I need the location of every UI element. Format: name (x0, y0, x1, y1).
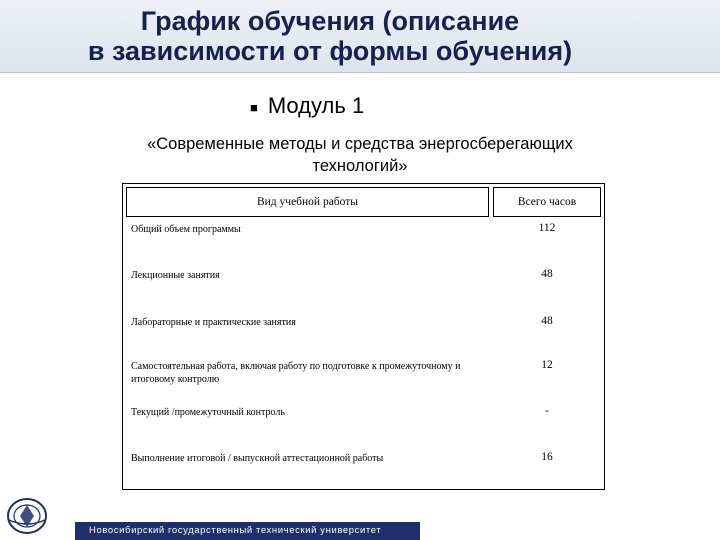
row-value: 16 (541, 451, 553, 463)
slide-title (0, 0, 660, 72)
table-row (123, 315, 604, 359)
table-row (123, 268, 604, 312)
header-total-hours: Всего часов (493, 187, 601, 217)
row-label: Лекционные занятия (131, 270, 220, 281)
table-row (123, 405, 604, 449)
table-row (123, 222, 604, 266)
row-label: Лабораторные и практические занятия (131, 317, 296, 328)
university-emblem-icon (6, 496, 48, 536)
table-row (123, 451, 604, 495)
subtitle-line-2: технологий» (312, 157, 408, 175)
row-value: - (545, 405, 549, 417)
row-value: 12 (541, 359, 553, 371)
header-work-type: Вид учебной работы (126, 187, 489, 217)
module-heading (250, 93, 364, 119)
square-bullet-icon: ■ (250, 99, 258, 115)
module-label: Модуль 1 (267, 93, 365, 118)
slide-title-line-2: в зависимости от формы обучения) (87, 36, 573, 66)
hours-table (122, 183, 605, 490)
row-value: 48 (541, 315, 553, 327)
row-label: Самостоятельная работа, включая работу по подготовке к промежуточному и итоговому контролю (131, 361, 461, 385)
row-label: Текущий /промежуточный контроль (131, 407, 285, 418)
slide-title-line-1: График обучения (описание (140, 6, 520, 36)
subtitle-line-1: «Современные методы и средства энергосберегающих (147, 135, 573, 153)
course-subtitle (40, 133, 680, 177)
row-label: Выполнение итоговой / выпускной аттестационной работы (131, 453, 384, 464)
row-label: Общий объем программы (131, 224, 241, 235)
table-row (123, 359, 604, 403)
footer-university: Новосибирский государственный технический университет (89, 525, 382, 536)
footer-bar (75, 522, 420, 540)
row-value: 48 (541, 268, 553, 280)
row-value: 112 (538, 222, 556, 234)
title-bar (0, 0, 720, 73)
